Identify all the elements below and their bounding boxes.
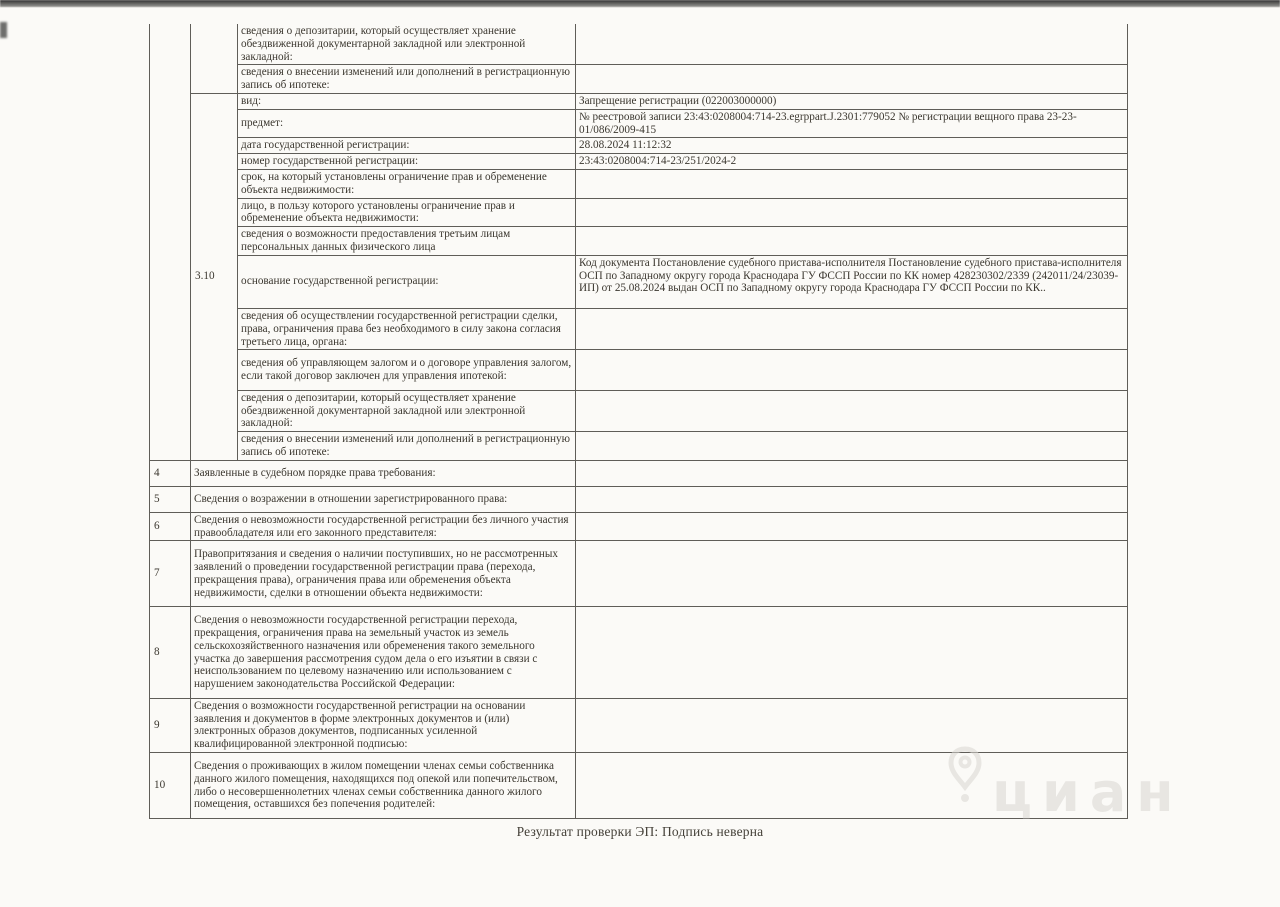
items-4-10-grid [149, 461, 1128, 819]
field-label: сведения об осуществлении государственной регистрации сделки, права, ограничения права без необходимого в силу закона согласия третьего лица, органа: [238, 309, 576, 350]
field-label: сведения о внесении изменений или дополнений в регистрационную запись об ипотеке: [238, 432, 576, 461]
row-number: 8 [150, 607, 191, 699]
field-value [576, 487, 1128, 513]
field-label: сведения о депозитарии, который осуществляет хранение обездвиженной документарной закладной или электронной закладной: [238, 391, 576, 432]
scan-edge-artifact [0, 0, 1280, 7]
field-value [576, 461, 1128, 487]
field-label: сведения о внесении изменений или дополнений в регистрационную запись об ипотеке: [238, 65, 576, 94]
row-number: 10 [150, 753, 191, 819]
field-label: предмет: [238, 110, 576, 139]
row-number: 9 [150, 699, 191, 753]
field-value [576, 432, 1128, 461]
section-number-column [150, 24, 191, 461]
field-value: № реестровой записи 23:43:0208004:714-23.egrppart.J.2301:779052 № регистрации вещного права 23-23-01/086/2009-415 [576, 110, 1128, 139]
watermark-text: циан [992, 761, 1184, 824]
field-value [576, 24, 1128, 65]
field-label: дата государственной регистрации: [238, 138, 576, 154]
field-value [576, 309, 1128, 350]
field-value [576, 391, 1128, 432]
field-value: 23:43:0208004:714-23/251/2024-2 [576, 154, 1128, 170]
field-label: основание государственной регистрации: [238, 256, 576, 309]
row-number: 4 [150, 461, 191, 487]
field-label: Сведения о невозможности государственной регистрации без личного участия правообладателя или его законного представителя: [191, 513, 576, 542]
field-value [576, 227, 1128, 256]
field-value [576, 199, 1128, 228]
field-label: лицо, в пользу которого установлены ограничение прав и обременение объекта недвижимости: [238, 199, 576, 228]
field-label: сведения о депозитарии, который осуществляет хранение обездвиженной документарной закладной или электронной закладной: [238, 24, 576, 65]
field-label: Сведения о проживающих в жилом помещении членах семьи собственника данного жилого помещения, находящихся под опекой или попечительством, либо о несовершеннолетних членах семьи собственника данного жилого помещения, оставшихся без попечения родителей: [191, 753, 576, 819]
field-label: Сведения о невозможности государственной регистрации перехода, прекращения, ограничения права на земельный участок из земель сельскохозяйственного назначения или обременения такого земельного участка до завершения рассмотрения судом дела о его изъятии в связи с неиспользованием по целевому назначению или использованием с нарушением законодательства Российской Федерации: [191, 607, 576, 699]
field-label: Правопритязания и сведения о наличии поступивших, но не рассмотренных заявлений о проведении государственной регистрации права (перехода, прекращения права), ограничения права или обременения объекта недвижимости, сделки в отношении объекта недвижимости: [191, 541, 576, 607]
field-label: Сведения о возражении в отношении зарегистрированного права: [191, 487, 576, 513]
field-value [576, 170, 1128, 199]
field-value [576, 350, 1128, 390]
scan-left-artifact [0, 22, 7, 38]
row-number: 5 [150, 487, 191, 513]
field-value: Код документа Постановление судебного пристава-исполнителя Постановление судебного пристава-исполнителя ОСП по Западному округу города Краснодара ГУ ФССП России по КК номер 428230302/2339 (242011/24/23039-ИП) от 25.08.2024 выдан ОСП по Западному округу города Краснодара ГУ ФССП России по КК.. [576, 256, 1128, 309]
row-number: 6 [150, 513, 191, 542]
field-value [576, 699, 1128, 753]
field-label: сведения о возможности предоставления третьим лицам персональных данных физического лица [238, 227, 576, 256]
field-label: Заявленные в судебном порядке права требования: [191, 461, 576, 487]
field-value: Запрещение регистрации (022003000000) [576, 94, 1128, 110]
section-3-10-grid [149, 24, 1128, 461]
field-value [576, 607, 1128, 699]
field-label: срок, на который установлены ограничение прав и обременение объекта недвижимости: [238, 170, 576, 199]
field-value [576, 513, 1128, 542]
field-label: Сведения о возможности государственной регистрации на основании заявления и документов в форме электронных документов и (или) электронных образов документов, подписанных усиленной квалифицированной электронной подписью: [191, 699, 576, 753]
field-value [576, 65, 1128, 94]
row-number: 7 [150, 541, 191, 607]
field-label: номер государственной регистрации: [238, 154, 576, 170]
field-label: вид: [238, 94, 576, 110]
row-number: 3.10 [191, 94, 238, 461]
subnumber-cell-empty [191, 24, 238, 94]
field-value [576, 753, 1128, 819]
egrn-extract-table [149, 24, 1128, 819]
signature-verification-result: Результат проверки ЭП: Подпись неверна [516, 824, 764, 839]
field-value [576, 541, 1128, 607]
field-value: 28.08.2024 11:12:32 [576, 138, 1128, 154]
field-label: сведения об управляющем залогом и о договоре управления залогом, если такой договор заключен для управления ипотекой: [238, 350, 576, 390]
